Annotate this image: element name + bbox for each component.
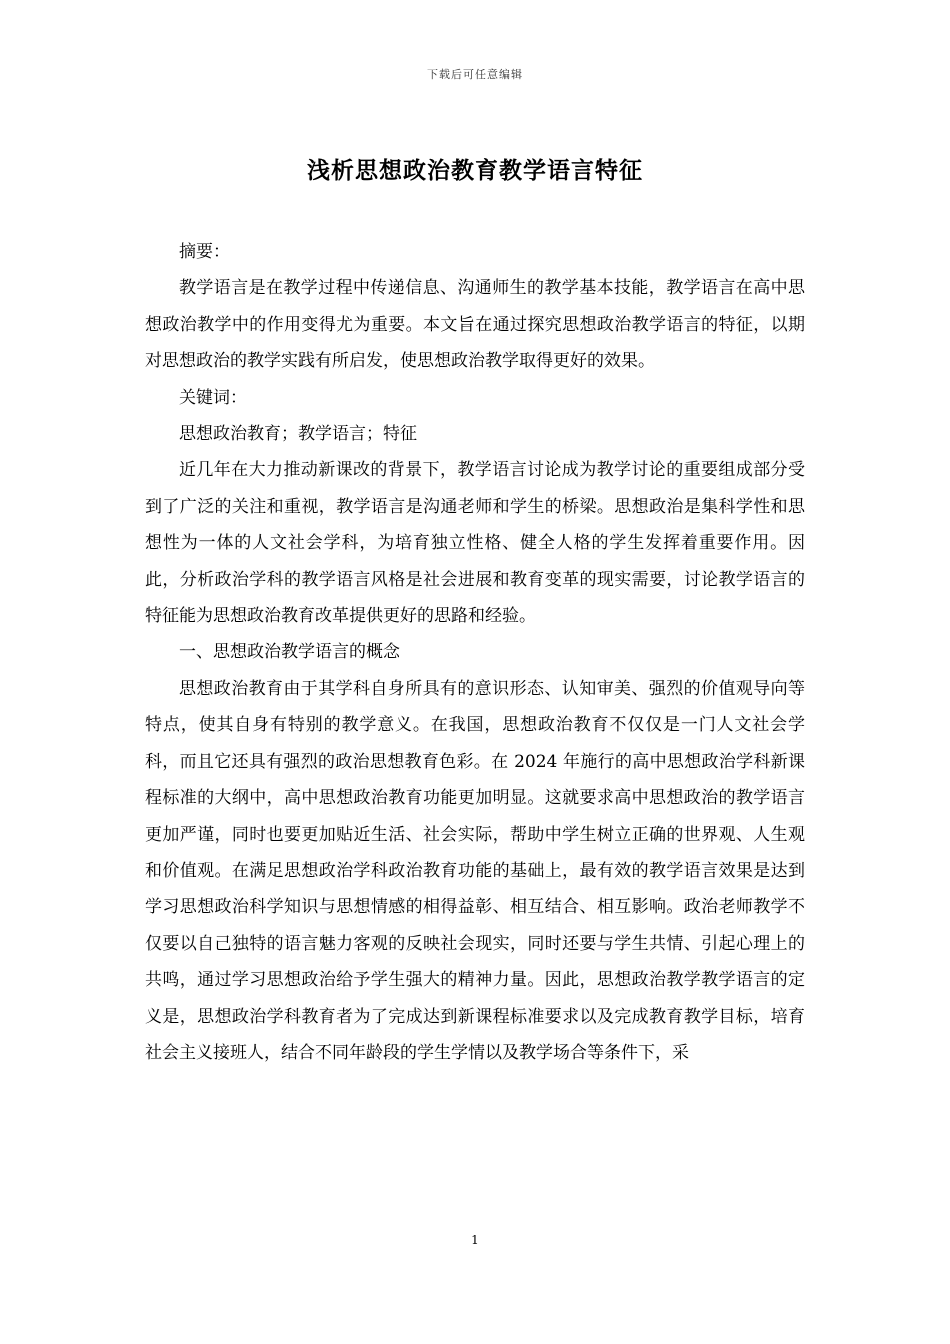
section-heading-1: 一、思想政治教学语言的概念 bbox=[179, 642, 400, 663]
intro-paragraph: 近几年在大力推动新课改的背景下，教学语言讨论成为教学讨论的重要组成部分受到了广泛的关注和重视，教学语言是沟通老师和学生的桥梁。思想政治是集科学性和思想性为一体的人文社会学科，为培育独立性格、健全人格的学生发挥着重要作用。因此，分析政治学科的教学语言风格是社会进展和教育变革的现实需要，讨论教学语言的特征能为思想政治教育改革提供更好的思路和经验。 bbox=[145, 460, 805, 627]
keywords-label: 关键词： bbox=[179, 387, 247, 408]
document-body bbox=[145, 234, 805, 1071]
body-paragraph: 思想政治教育由于其学科自身所具有的意识形态、认知审美、强烈的价值观导向等特点，使其自身有特别的教学意义。在我国，思想政治教育不仅仅是一门人文社会学科，而且它还具有强烈的政治思想教育色彩。在 2024 年施行的高中思想政治学科新课程标准的大纲中，高中思想政治教育功能更加明显。这就要求高中思想政治的教学语言更加严谨，同时也要更加贴近生活、社会实际，帮助中学生树立正确的世界观、人生观和价值观。在满足思想政治学科政治教育功能的基础上，最有效的教学语言效果是达到学习思想政治科学知识与思想情感的相得益彰、相互结合、相互影响。政治老师教学不仅要以自己独特的语言魅力客观的反映社会现实，同时还要与学生共情、引起心理上的共鸣，通过学习思想政治给予学生强大的精神力量。因此，思想政治教学教学语言的定义是，思想政治学科教育者为了完成达到新课程标准要求以及完成教育教学目标，培育社会主义接班人，结合不同年龄段的学生学情以及教学场合等条件下，采 bbox=[145, 678, 805, 1063]
document-title: 浅析思想政治教育教学语言特征 bbox=[307, 157, 643, 184]
abstract-label: 摘要： bbox=[179, 242, 230, 262]
page-header-note: 下载后可任意编辑 bbox=[427, 68, 523, 81]
abstract-text: 教学语言是在教学过程中传递信息、沟通师生的教学基本技能，教学语言在高中思想政治教学中的作用变得尤为重要。本文旨在通过探究思想政治教学语言的特征，以期对思想政治的教学实践有所启发，使思想政治教学取得更好的效果。 bbox=[145, 278, 805, 372]
page-number: 1 bbox=[471, 1233, 479, 1247]
keywords-text: 思想政治教育；教学语言；特征 bbox=[179, 424, 417, 445]
